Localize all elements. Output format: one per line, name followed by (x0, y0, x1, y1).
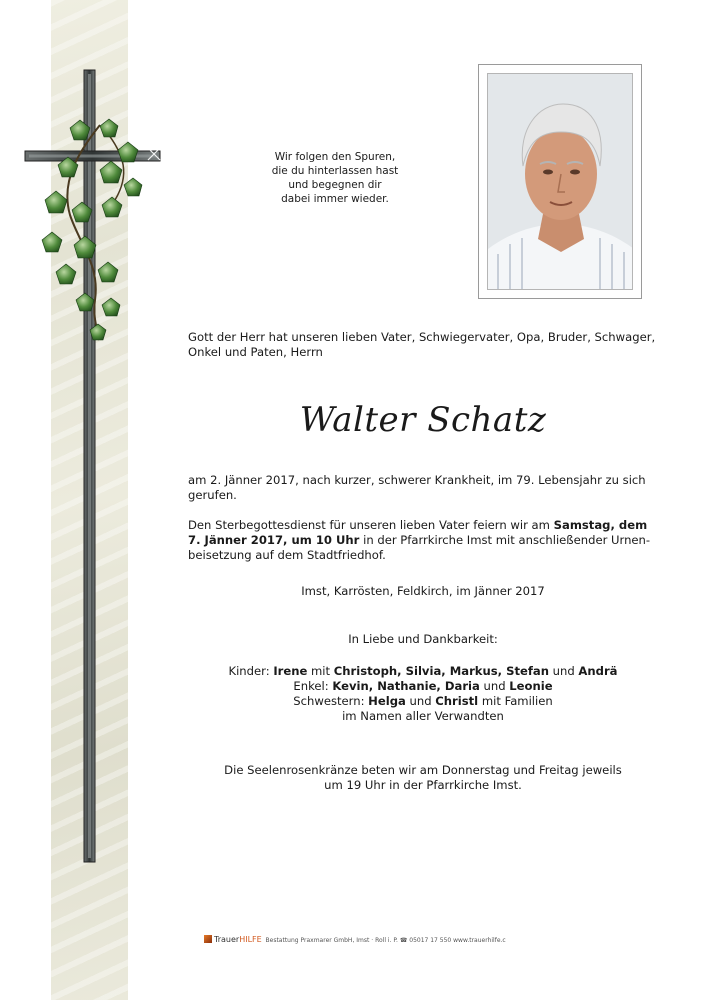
service-day: Samstag, dem (553, 518, 648, 532)
portrait-photo (487, 73, 633, 290)
intro-line: Onkel und Paten, Herrn (188, 345, 323, 359)
connector-text: und (548, 664, 579, 678)
grandchild-name: Leonie (509, 679, 553, 693)
child-name: Irene (273, 664, 308, 678)
sisters-label: Schwestern: (293, 694, 369, 708)
service-text: in der Pfarrkirche Imst mit anschließender Urnen- (359, 533, 651, 547)
footer (204, 935, 534, 944)
rosary-notice (188, 763, 658, 793)
intro-text (188, 330, 658, 360)
child-name: Andrä (578, 664, 618, 678)
footer-brand (214, 935, 262, 944)
brand-text-accent: HILFE (239, 935, 262, 944)
quote-line: Wir folgen den Spuren, (274, 151, 396, 163)
sister-name: Helga (368, 694, 406, 708)
quote-line: die du hinterlassen hast (271, 165, 399, 177)
connector-text: und (405, 694, 436, 708)
connector-text: mit (307, 664, 334, 678)
service-text: Den Sterbegottesdienst für unseren lieben Vater feiern wir am (188, 518, 554, 532)
trauerhilfe-logo-icon (204, 935, 212, 943)
deceased-name: Walter Schatz (299, 400, 547, 440)
footer-details: Bestattung Praxmarer GmbH, Imst · Roll i. P. ☎ 05017 17 550 www.trauerhilfe.c (265, 937, 506, 944)
death-notice-line: gerufen. (188, 488, 237, 502)
funeral-service-text (188, 518, 658, 563)
portrait-frame (478, 64, 642, 299)
love-line: In Liebe und Dankbarkeit: (348, 632, 498, 646)
service-text: beisetzung auf dem Stadtfriedhof. (188, 548, 386, 562)
brand-text: Trauer (214, 935, 240, 944)
relatives-line: im Namen aller Verwandten (342, 709, 504, 723)
quote-line: und begegnen dir (288, 179, 382, 191)
place-date: Imst, Karrösten, Feldkirch, im Jänner 2017 (301, 584, 545, 598)
connector-text: und (479, 679, 510, 693)
children-line (188, 664, 658, 679)
grandchildren-label: Enkel: (293, 679, 333, 693)
intro-line: Gott der Herr hat unseren lieben Vater, Schwiegervater, Opa, Bruder, Schwager, (188, 330, 656, 344)
sisters-line (188, 694, 658, 709)
grandchildren-line (188, 679, 658, 694)
rosary-line: Die Seelenrosenkränze beten wir am Donnerstag und Freitag jeweils (224, 763, 622, 777)
grandchild-name: Kevin, Nathanie, Daria (332, 679, 480, 693)
death-notice-line: am 2. Jänner 2017, nach kurzer, schwerer Krankheit, im 79. Lebensjahr zu sich (188, 473, 646, 487)
rosary-line: um 19 Uhr in der Pfarrkirche Imst. (324, 778, 522, 792)
service-date-time: 7. Jänner 2017, um 10 Uhr (188, 533, 360, 547)
quote-line: dabei immer wieder. (281, 193, 389, 205)
children-label: Kinder: (228, 664, 274, 678)
family-list (188, 664, 658, 724)
connector-text: mit Familien (478, 694, 553, 708)
memorial-quote (240, 150, 430, 206)
death-notice (188, 473, 658, 503)
child-name: Christoph, Silvia, Markus, Stefan (333, 664, 549, 678)
sister-name: Christl (435, 694, 479, 708)
